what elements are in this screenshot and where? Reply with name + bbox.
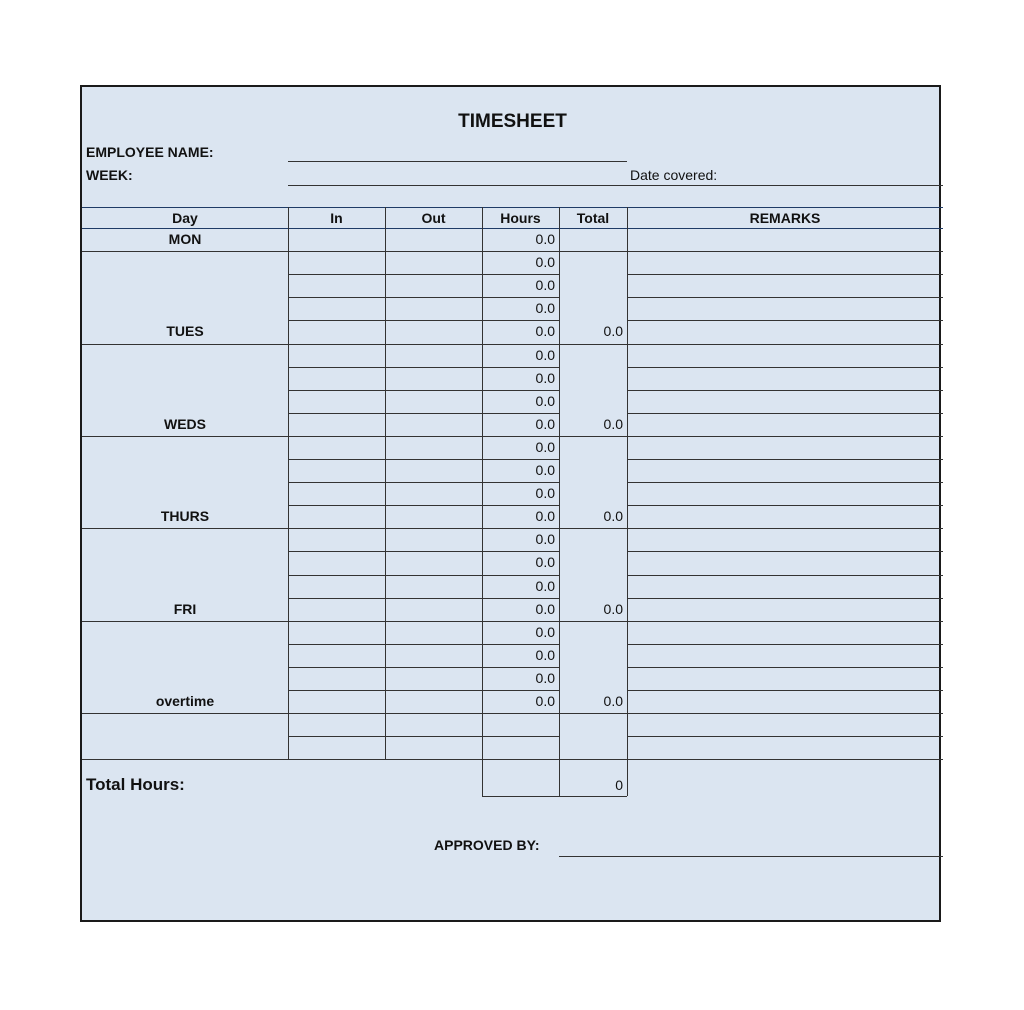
table-row-line: [627, 482, 943, 483]
approved-by-label: APPROVED BY:: [434, 837, 540, 853]
table-row-line: [627, 736, 943, 737]
table-row-line: [627, 459, 943, 460]
day-group-border: [82, 759, 943, 760]
table-row-line: [288, 459, 559, 460]
hours-cell: 0.0: [535, 531, 555, 548]
day-group-border: [82, 528, 943, 529]
hours-cell: 0.0: [535, 508, 555, 525]
hours-cell: 0.0: [535, 231, 555, 247]
table-row-line: [627, 390, 943, 391]
total-cell: 0.0: [603, 600, 623, 617]
totals-box-border: [627, 759, 628, 796]
table-row-line: [288, 482, 559, 483]
total-hours-label: Total Hours:: [86, 775, 185, 794]
day-group-border: [82, 436, 943, 437]
table-row-line: [627, 690, 943, 691]
total-cell: 0.0: [603, 415, 623, 432]
total-cell: 0.0: [603, 693, 623, 709]
column-divider: [385, 207, 386, 759]
table-row-line: [288, 274, 559, 275]
table-row-line: [627, 320, 943, 321]
table-row-line: [288, 505, 559, 506]
table-row-line: [288, 390, 559, 391]
table-row-line: [288, 598, 559, 599]
hours-cell: 0.0: [535, 623, 555, 640]
hours-cell: 0.0: [535, 392, 555, 409]
day-group-border: [82, 344, 943, 345]
hours-cell: 0.0: [535, 693, 555, 709]
table-row-line: [627, 413, 943, 414]
remarks-column-header: REMARKS: [749, 210, 821, 226]
day-group-border: [82, 251, 943, 252]
total-cell: 0.0: [603, 508, 623, 525]
day-label: FRI: [173, 600, 197, 617]
hours-cell: 0.0: [535, 646, 555, 663]
day-group-border: [82, 713, 943, 714]
week-field[interactable]: [288, 185, 943, 186]
table-row-line: [288, 413, 559, 414]
table-row-line: [627, 598, 943, 599]
total-column-header: Total: [576, 210, 610, 226]
day-label: THURS: [160, 508, 210, 525]
hours-cell: 0.0: [535, 577, 555, 594]
hours-column-header: Hours: [500, 210, 541, 226]
approved-by-field[interactable]: [559, 856, 943, 857]
in-column-header: In: [330, 210, 343, 226]
employee-name-field[interactable]: [288, 161, 627, 162]
column-divider: [482, 207, 483, 759]
totals-box-border: [482, 759, 483, 796]
week-label: WEEK:: [86, 167, 133, 183]
hours-cell: 0.0: [535, 346, 555, 363]
hours-cell: 0.0: [535, 415, 555, 432]
hours-cell: 0.0: [535, 277, 555, 294]
hours-cell: 0.0: [535, 254, 555, 271]
day-column-header: Day: [172, 210, 198, 226]
hours-cell: 0.0: [535, 485, 555, 502]
hours-cell: 0.0: [535, 300, 555, 317]
total-cell: 0.0: [603, 323, 623, 340]
employee-name-label: EMPLOYEE NAME:: [86, 144, 214, 160]
hours-cell: 0.0: [535, 438, 555, 455]
out-column-header: Out: [421, 210, 446, 226]
total-hours-value: 0: [615, 777, 623, 794]
table-row-line: [627, 644, 943, 645]
day-label: overtime: [155, 693, 215, 709]
table-row-line: [627, 297, 943, 298]
hours-cell: 0.0: [535, 323, 555, 340]
column-divider: [559, 207, 560, 759]
table-row-line: [627, 367, 943, 368]
hours-cell: 0.0: [535, 369, 555, 386]
table-header-bottom-border: [82, 228, 943, 229]
date-covered-label: Date covered:: [630, 167, 718, 183]
day-label: MON: [168, 231, 202, 247]
table-row-line: [288, 667, 559, 668]
table-row-line: [288, 690, 559, 691]
table-row-line: [627, 551, 943, 552]
table-row-line: [288, 551, 559, 552]
column-divider: [288, 207, 289, 759]
table-row-line: [288, 736, 559, 737]
table-row-line: [627, 505, 943, 506]
table-row-line: [288, 367, 559, 368]
hours-cell: 0.0: [535, 600, 555, 617]
day-group-border: [82, 621, 943, 622]
hours-cell: 0.0: [535, 554, 555, 571]
day-label: WEDS: [164, 415, 206, 432]
table-row-line: [288, 320, 559, 321]
table-header-top-border: [82, 207, 943, 208]
table-row-line: [288, 644, 559, 645]
totals-box-border: [482, 796, 627, 797]
table-row-line: [627, 274, 943, 275]
table-row-line: [627, 667, 943, 668]
day-label: TUES: [166, 323, 204, 340]
timesheet: [80, 85, 941, 922]
table-row-line: [288, 575, 559, 576]
table-row-line: [627, 575, 943, 576]
column-divider: [627, 207, 628, 759]
page-title: TIMESHEET: [458, 111, 567, 132]
table-row-line: [288, 297, 559, 298]
hours-cell: 0.0: [535, 669, 555, 686]
hours-cell: 0.0: [535, 462, 555, 478]
